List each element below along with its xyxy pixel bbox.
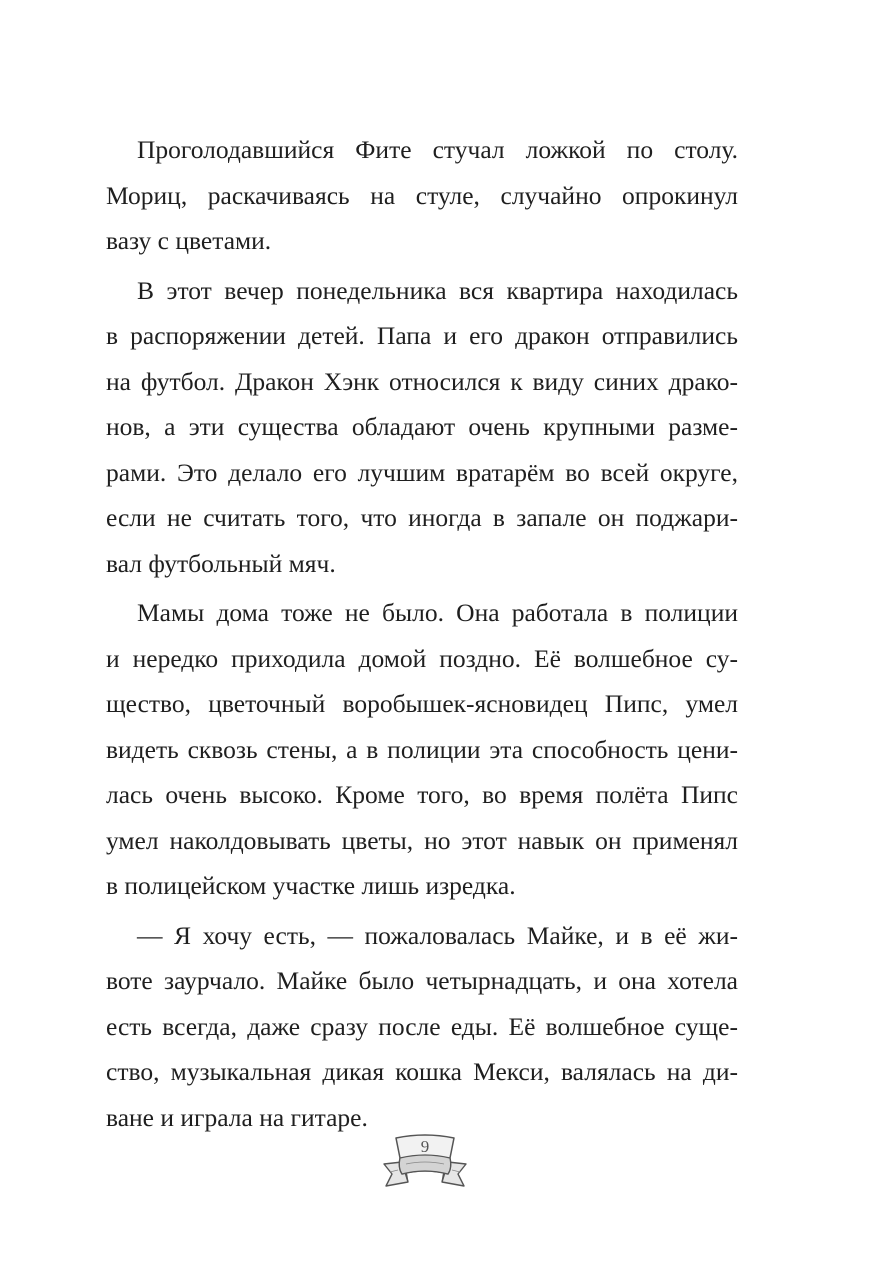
- body-text: [106, 127, 738, 1140]
- page-number: 9: [420, 1137, 430, 1156]
- paragraph-3-line-2: и нередко приходила домой поздно. Её волшебное су-: [106, 643, 738, 673]
- paragraph-4-line-5: ване и играла на гитаре.: [106, 1102, 368, 1132]
- page-number-banner: [380, 1128, 470, 1196]
- paragraph-1-line-3: вазу с цветами.: [106, 226, 272, 255]
- paragraph-3-line-7: в полицейском участке лишь изредка.: [106, 871, 516, 900]
- paragraph-3-line-6: умел наколдовывать цветы, но этот навык он применял: [106, 825, 738, 855]
- paragraph-3-line-5: лась очень высоко. Кроме того, во время полёта Пипс: [106, 780, 738, 809]
- paragraph-4-line-4: ство, музыкальная дикая кошка Мекси, валялась на ди-: [106, 1057, 738, 1086]
- paragraph-4-line-1: — Я хочу есть, — пожаловалась Майке, и в её жи-: [137, 920, 738, 950]
- paragraph-2-line-6: если не считать того, что иногда в запале он поджари-: [106, 503, 738, 532]
- paragraph-2-line-4: нов, а эти существа обладают очень крупными разме-: [106, 412, 738, 441]
- paragraph-2-line-2: в распоряжении детей. Папа и его дракон отправились: [106, 321, 738, 350]
- paragraph-3-line-3: щество, цветочный воробышек-ясновидец Пипс, умел: [106, 689, 738, 718]
- paragraph-2-line-5: рами. Это делало его лучшим вратарём во всей округе,: [106, 457, 738, 487]
- paragraph-4-line-2: воте заурчало. Майке было четырнадцать, и она хотела: [106, 966, 738, 995]
- paragraph-2-line-3: на футбол. Дракон Хэнк относился к виду синих драко-: [106, 366, 738, 396]
- paragraph-2-line-1: В этот вечер понедельника вся квартира находилась: [137, 275, 738, 305]
- paragraph-4-line-3: есть всегда, даже сразу после еды. Её волшебное суще-: [106, 1011, 738, 1041]
- paragraph-3-line-4: видеть сквозь стены, а в полиции эта способность цени-: [106, 734, 738, 764]
- paragraph-2-line-7: вал футбольный мяч.: [106, 548, 336, 578]
- paragraph-3-line-1: Мамы дома тоже не было. Она работала в полиции: [137, 598, 738, 627]
- paragraph-1-line-1: Проголодавшийся Фите стучал ложкой по столу.: [137, 135, 738, 164]
- paragraph-1-line-2: Мориц, раскачиваясь на стуле, случайно опрокинул: [106, 180, 738, 210]
